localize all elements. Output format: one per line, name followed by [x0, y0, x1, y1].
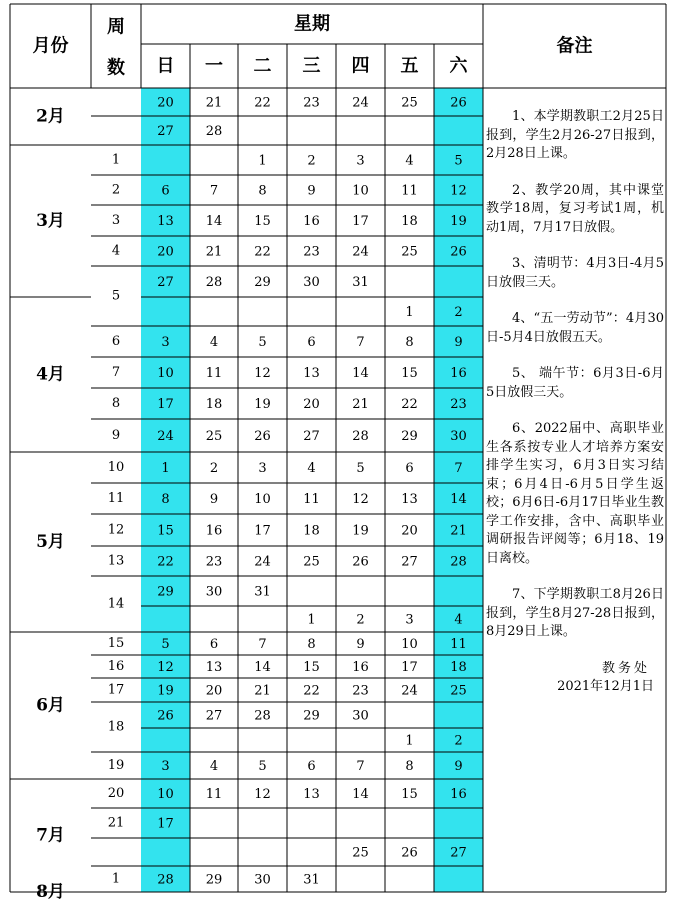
day-cell: 23 — [450, 397, 467, 412]
month-label: 7月 — [36, 825, 65, 846]
day-cell: 10 — [157, 787, 174, 802]
day-cell: 24 — [352, 95, 369, 111]
day-cell: 25 — [205, 429, 223, 444]
day-cell: 13 — [205, 660, 223, 675]
day-cell: 27 — [450, 845, 467, 861]
day-cell: 31 — [303, 872, 320, 888]
day-cell: 15 — [254, 214, 271, 229]
day-cell: 28 — [205, 275, 223, 290]
day-cell: 3 — [356, 153, 365, 169]
day-cell: 7 — [258, 637, 267, 652]
day-cell: 25 — [352, 845, 369, 861]
day-cell: 4 — [209, 759, 219, 774]
day-cell: 30 — [205, 584, 223, 600]
day-cell: 22 — [303, 683, 320, 699]
day-cell: 7 — [454, 461, 463, 476]
note-3: 3、清明节：4月3日-4月5日放假三天。 — [486, 256, 664, 290]
day-cell: 12 — [450, 183, 467, 199]
day-cell: 28 — [157, 872, 174, 888]
day-cell: 17 — [401, 660, 418, 675]
month-label: 5月 — [36, 532, 65, 552]
day-cell: 21 — [254, 683, 271, 699]
day-cell: 19 — [254, 397, 271, 412]
day-cell: 30 — [450, 429, 467, 444]
day-cell: 1 — [405, 733, 414, 749]
day-cell: 3 — [258, 461, 267, 476]
day-cell: 23 — [205, 554, 223, 570]
week-number: 4 — [111, 243, 121, 259]
day-cell: 16 — [205, 523, 223, 539]
day-cell: 30 — [254, 872, 271, 888]
day-cell: 9 — [307, 183, 316, 199]
day-cell: 11 — [205, 366, 223, 381]
day-cell: 14 — [352, 366, 369, 381]
week-number: 15 — [107, 636, 125, 651]
day-cell: 27 — [205, 708, 223, 724]
day-cell: 8 — [405, 335, 414, 350]
day-cell: 8 — [258, 183, 267, 199]
day-cell: 1 — [307, 612, 316, 628]
day-cell: 14 — [352, 787, 369, 802]
day-cell: 26 — [450, 95, 467, 111]
week-number: 18 — [107, 719, 125, 735]
day-cell: 25 — [303, 554, 320, 570]
day-cell: 20 — [157, 244, 174, 260]
remarks-column — [486, 108, 664, 697]
day-cell: 31 — [254, 584, 271, 600]
header-week: 周 — [107, 16, 125, 38]
week-number: 3 — [111, 213, 121, 228]
day-cell: 8 — [161, 492, 170, 507]
day-cell: 27 — [157, 275, 174, 290]
day-cell: 25 — [401, 95, 418, 111]
month-label: 8月 — [36, 882, 65, 900]
day-cell: 13 — [401, 492, 418, 507]
day-cell: 17 — [352, 214, 369, 229]
day-cell: 2 — [307, 153, 316, 169]
day-cell: 30 — [303, 275, 320, 290]
day-cell: 20 — [157, 95, 174, 111]
header-weekday-group: 星期 — [294, 13, 330, 35]
day-cell: 18 — [450, 660, 467, 675]
day-cell: 25 — [401, 244, 418, 260]
day-cell: 24 — [401, 683, 418, 699]
day-cell: 11 — [450, 637, 467, 652]
day-cell: 19 — [450, 214, 467, 229]
day-cell: 21 — [352, 397, 369, 412]
header-week: 数 — [107, 57, 125, 79]
day-cell: 3 — [161, 759, 170, 774]
day-cell: 20 — [401, 523, 418, 539]
day-cell: 1 — [161, 461, 170, 476]
day-cell: 17 — [157, 397, 174, 412]
signature: 教务处 — [601, 660, 650, 676]
month-label: 3月 — [36, 211, 65, 231]
day-cell: 29 — [157, 584, 174, 600]
header-remarks: 备注 — [556, 35, 593, 57]
day-cell: 17 — [157, 816, 174, 832]
week-number: 5 — [111, 288, 121, 304]
week-number: 20 — [107, 786, 125, 801]
day-cell: 4 — [307, 461, 316, 476]
day-cell: 5 — [258, 759, 267, 774]
day-cell: 26 — [450, 244, 467, 260]
week-number: 10 — [107, 460, 125, 475]
day-cell: 13 — [157, 214, 174, 229]
note-2: 2、教学20周，其中课堂教学18周，复习考试1周，机动1周，7月17日放假。 — [486, 182, 664, 235]
day-cell: 12 — [254, 787, 271, 802]
day-cell: 15 — [157, 523, 174, 539]
day-cell: 10 — [352, 183, 369, 199]
day-cell: 6 — [209, 637, 219, 652]
week-number: 17 — [107, 682, 125, 698]
week-number: 8 — [111, 396, 121, 411]
day-cell: 2 — [454, 733, 463, 749]
day-cell: 11 — [303, 492, 320, 507]
day-cell: 6 — [161, 183, 170, 199]
day-cell: 10 — [401, 637, 418, 652]
month-label: 2月 — [36, 106, 65, 127]
day-cell: 21 — [205, 244, 223, 260]
day-cell: 13 — [303, 787, 320, 802]
day-cell: 12 — [352, 492, 369, 507]
day-cell: 16 — [450, 787, 467, 802]
day-cell: 18 — [401, 214, 418, 229]
header-weekday: 一 — [205, 55, 223, 77]
day-cell: 29 — [303, 708, 320, 724]
header-weekday: 四 — [351, 55, 370, 77]
day-cell: 9 — [209, 492, 219, 507]
header-weekday: 三 — [302, 55, 321, 77]
day-cell: 14 — [205, 214, 223, 229]
day-cell: 16 — [303, 214, 320, 229]
header-weekday: 二 — [253, 55, 272, 77]
week-number: 1 — [111, 152, 121, 168]
day-cell: 31 — [352, 275, 369, 290]
day-cell: 22 — [254, 244, 271, 260]
day-cell: 5 — [258, 335, 267, 350]
day-cell: 11 — [205, 787, 223, 802]
day-cell: 21 — [450, 523, 467, 539]
day-cell: 7 — [356, 759, 365, 774]
day-cell: 8 — [307, 637, 316, 652]
day-cell: 24 — [157, 429, 174, 444]
day-cell: 6 — [307, 759, 316, 774]
day-cell: 27 — [401, 554, 418, 570]
day-cell: 2 — [356, 612, 365, 628]
day-cell: 3 — [161, 335, 170, 350]
day-cell: 14 — [254, 660, 271, 675]
day-cell: 22 — [254, 95, 271, 111]
day-cell: 13 — [303, 366, 320, 381]
day-cell: 7 — [209, 183, 219, 199]
day-cell: 22 — [401, 397, 418, 412]
day-cell: 20 — [303, 397, 320, 412]
day-cell: 18 — [303, 523, 320, 539]
day-cell: 23 — [303, 244, 320, 260]
week-number: 1 — [111, 871, 121, 887]
day-cell: 27 — [157, 124, 174, 139]
day-cell: 16 — [352, 660, 369, 675]
day-cell: 9 — [454, 335, 463, 350]
day-cell: 14 — [450, 492, 467, 507]
header-weekday: 六 — [449, 55, 468, 77]
day-cell: 9 — [356, 637, 365, 652]
day-cell: 18 — [205, 397, 223, 412]
day-cell: 24 — [254, 554, 271, 570]
day-cell: 26 — [157, 708, 174, 724]
day-cell: 11 — [401, 183, 418, 199]
day-cell: 26 — [254, 429, 271, 444]
header-weekday: 日 — [156, 55, 175, 77]
note-1: 1、本学期教职工2月25日报到，学生2月26-27日报到，2月28日上课。 — [486, 109, 664, 161]
week-number: 19 — [107, 758, 125, 773]
day-cell: 9 — [454, 759, 463, 774]
day-cell: 5 — [161, 637, 170, 652]
month-label: 6月 — [36, 695, 65, 716]
header-month: 月份 — [32, 35, 69, 57]
day-cell: 28 — [254, 708, 271, 724]
day-cell: 4 — [209, 335, 219, 350]
day-cell: 24 — [352, 244, 369, 260]
day-cell: 6 — [405, 461, 414, 476]
day-cell: 7 — [356, 335, 365, 350]
day-cell: 23 — [352, 683, 369, 699]
day-cell: 29 — [205, 872, 223, 888]
day-cell: 15 — [401, 366, 418, 381]
day-cell: 22 — [157, 554, 174, 570]
day-cell: 26 — [352, 554, 369, 570]
day-cell: 29 — [254, 275, 271, 290]
day-cell: 12 — [254, 366, 271, 381]
day-cell: 23 — [303, 95, 320, 111]
week-number: 21 — [107, 815, 125, 831]
week-number: 16 — [107, 659, 125, 674]
day-cell: 4 — [405, 153, 414, 169]
week-number: 12 — [107, 522, 125, 538]
week-number: 11 — [107, 491, 125, 506]
day-cell: 2 — [209, 461, 219, 476]
day-cell: 1 — [258, 153, 267, 169]
day-cell: 19 — [157, 683, 174, 699]
month-label: 4月 — [36, 364, 65, 385]
day-cell: 15 — [401, 787, 418, 802]
day-cell: 12 — [157, 660, 174, 675]
day-cell: 15 — [303, 660, 320, 675]
note-5: 5、 端午节：6月3日-6月5日放假三天。 — [486, 366, 664, 400]
day-cell: 26 — [401, 845, 418, 861]
day-cell: 28 — [450, 554, 467, 570]
day-cell: 3 — [405, 612, 414, 628]
signature-date: 2021年12月1日 — [557, 679, 654, 694]
day-cell: 5 — [356, 461, 365, 476]
day-cell: 20 — [205, 683, 223, 699]
day-cell: 2 — [454, 305, 463, 320]
week-number: 6 — [111, 334, 121, 349]
day-cell: 8 — [405, 759, 414, 774]
week-number: 9 — [111, 428, 121, 443]
day-cell: 27 — [303, 429, 320, 444]
day-cell: 29 — [401, 429, 418, 444]
day-cell: 5 — [454, 153, 463, 169]
day-cell: 21 — [205, 95, 223, 111]
day-cell: 10 — [254, 492, 271, 507]
day-cell: 17 — [254, 523, 271, 539]
day-cell: 25 — [450, 683, 467, 699]
day-cell: 10 — [157, 366, 174, 381]
day-cell: 30 — [352, 708, 369, 724]
day-cell: 28 — [352, 429, 369, 444]
day-cell: 6 — [307, 335, 316, 350]
week-number: 13 — [107, 553, 125, 569]
day-cell: 1 — [405, 305, 414, 320]
note-4: 4、“五一劳动节”：4月30日-5月4日放假五天。 — [486, 311, 664, 345]
week-number: 14 — [107, 596, 125, 612]
day-cell: 28 — [205, 124, 223, 139]
day-cell: 4 — [454, 612, 463, 628]
day-cell: 19 — [352, 523, 369, 539]
header-weekday: 五 — [400, 55, 419, 77]
note-6: 6、2022届中、高职毕业生各系按专业人才培养方案安排学生实习，6月3日实习结束；6月4日-6月5日学生返校；6月6日-6月17日毕业生教学工作安排，含中、高职毕业调研报告评阅等；6月18、19日离校。 — [486, 421, 664, 566]
note-7: 7、下学期教职工8月26日报到，学生8月27-28日报到，8月29日上课。 — [486, 587, 664, 639]
week-number: 2 — [111, 182, 121, 198]
day-cell: 16 — [450, 366, 467, 381]
week-number: 7 — [111, 365, 121, 380]
